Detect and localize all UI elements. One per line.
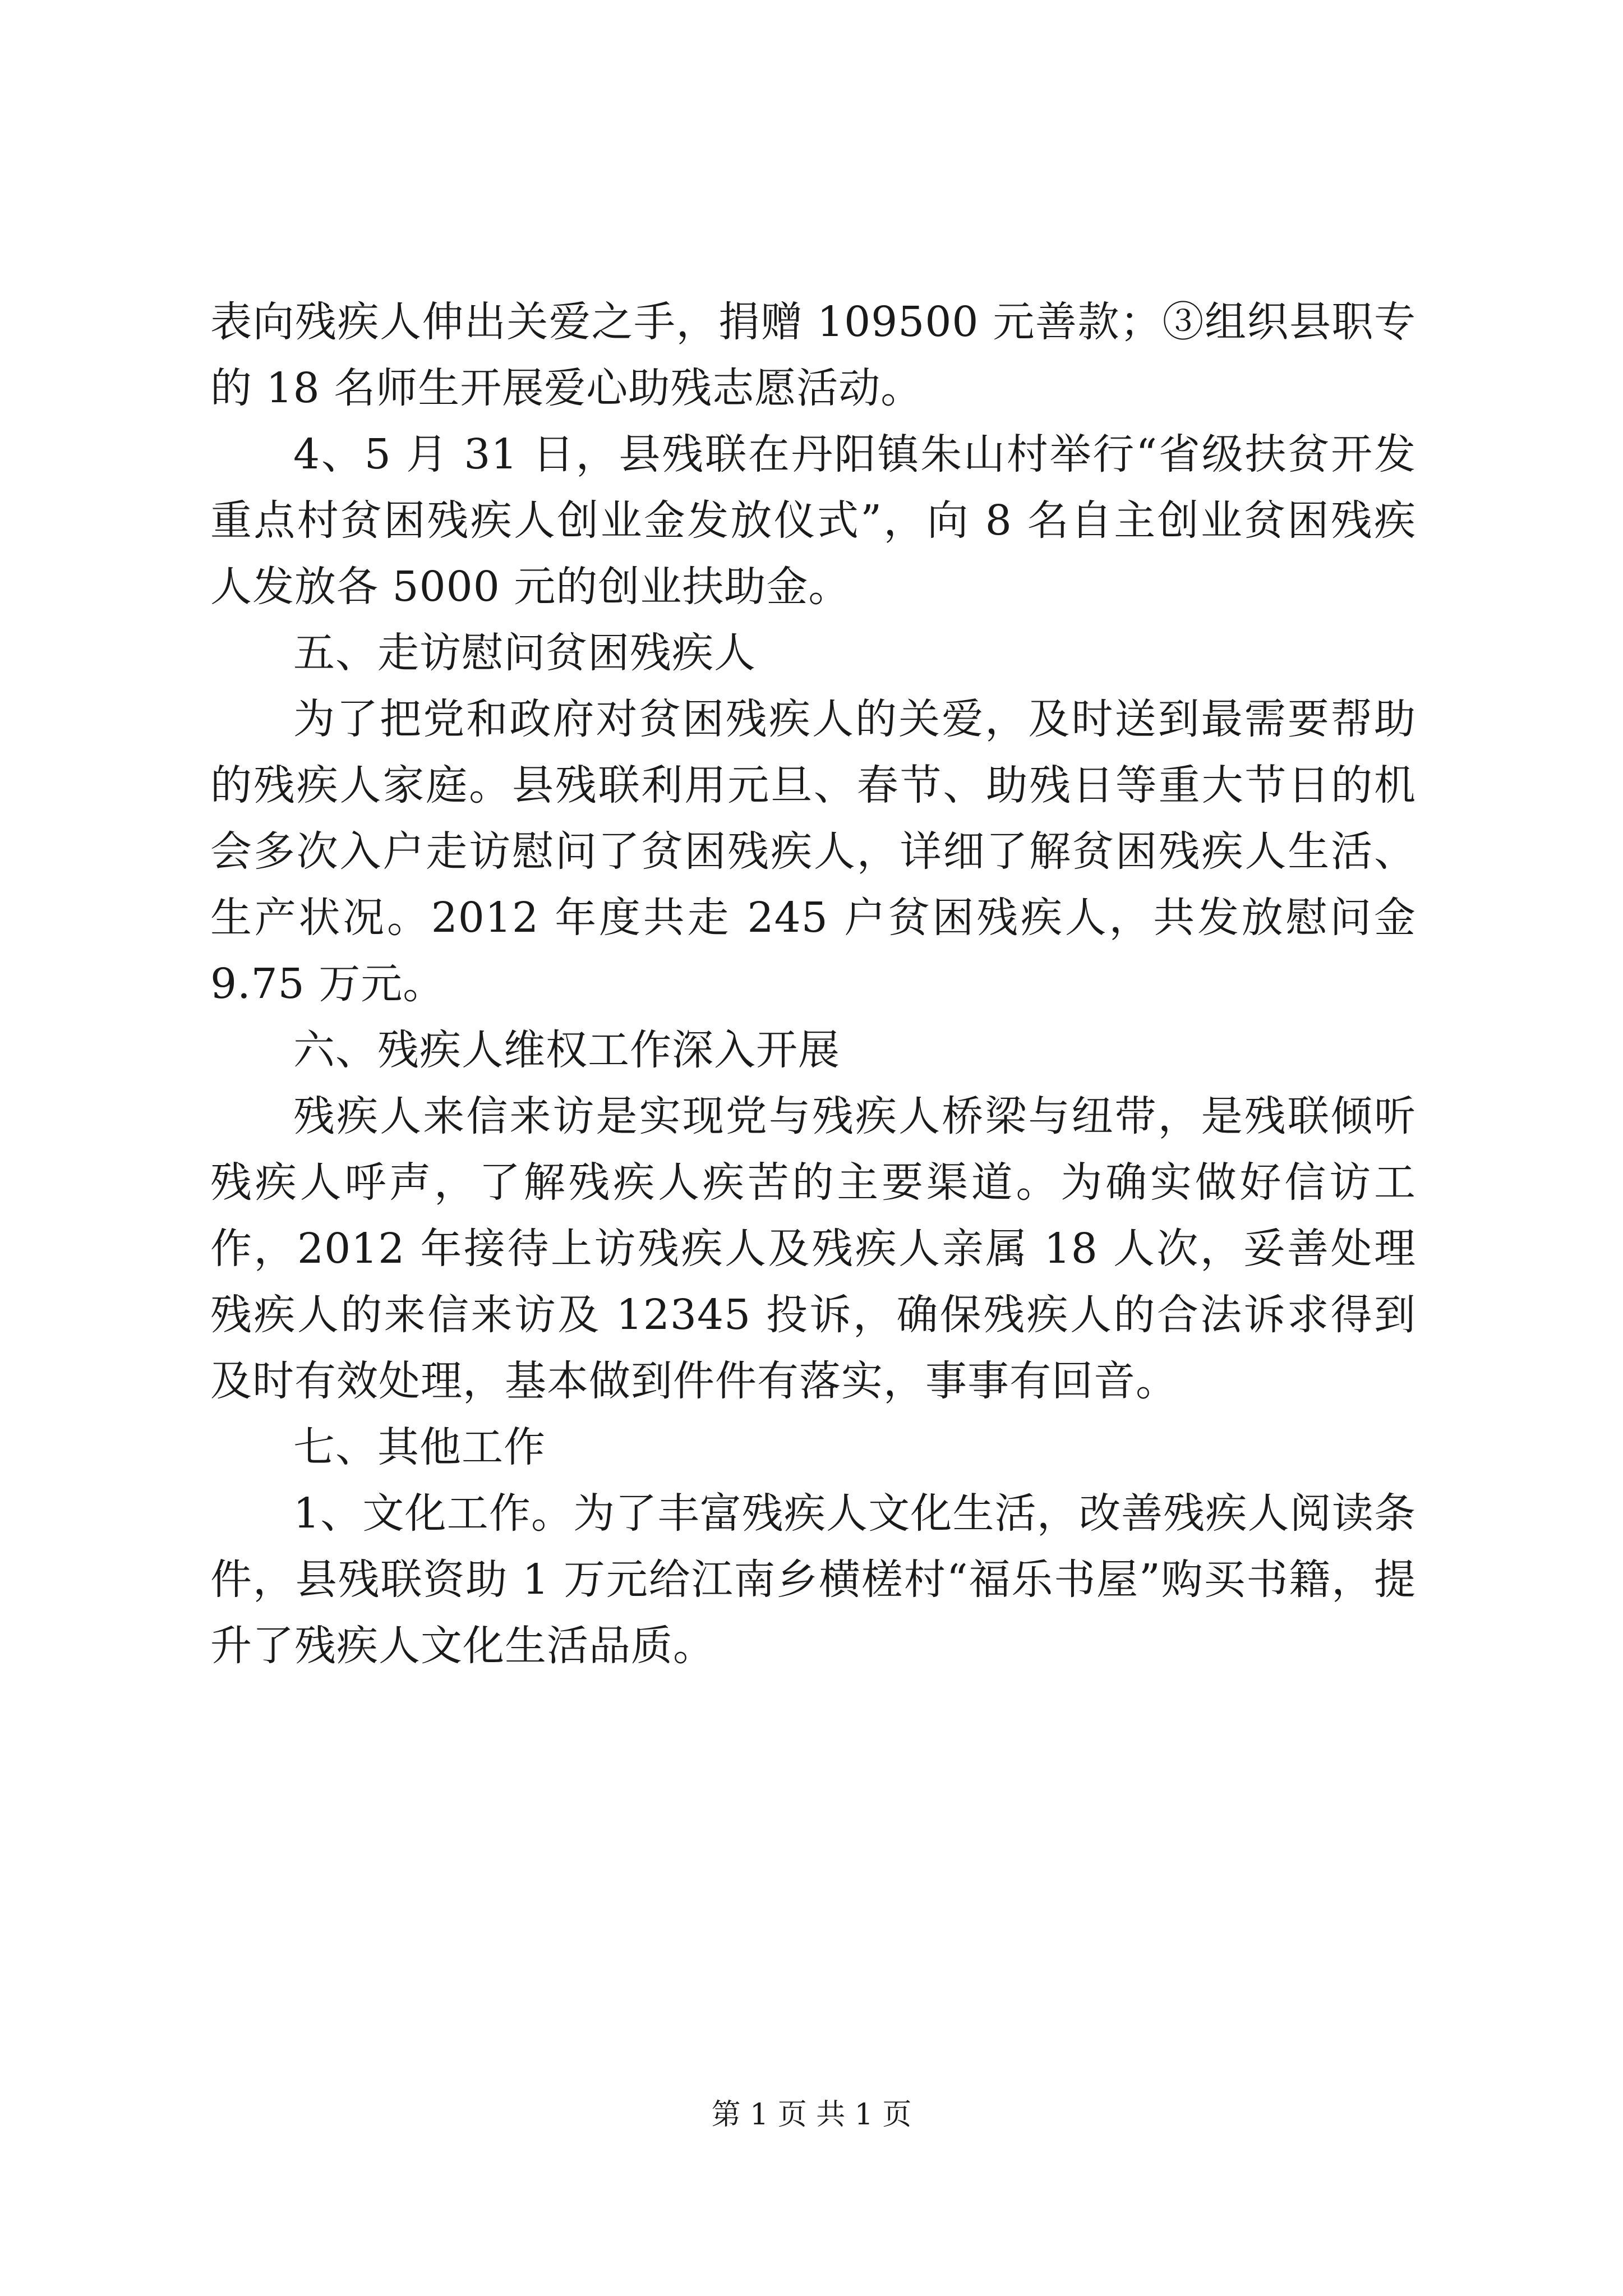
paragraph: 1、文化工作。为了丰富残疾人文化生活，改善残疾人阅读条件，县残联资助 1 万元给江南乡横槎村“福乐书屋”购买书籍，提升了残疾人文化生活品质。 (210, 1489, 1416, 1670)
paragraph: 残疾人来信来访是实现党与残疾人桥梁与纽带，是残联倾听残疾人呼声，了解残疾人疾苦的主要渠道。为确实做好信访工作，2012 年接待上访残疾人及残疾人亲属 18 人次，妥善处理残疾人的来信来访及 12345 投诉，确保残疾人的合法诉求得到及时有效处理，基本做到件件有落实，事事有回音。 (210, 1092, 1416, 1405)
paragraph: 4、5 月 31 日，县残联在丹阳镇朱山村举行“省级扶贫开发重点村贫困残疾人创业金发放仪式”，向 8 名自主创业贫困残疾人发放各 5000 元的创业扶助金。 (210, 430, 1416, 611)
section-heading: 七、其他工作 (293, 1423, 546, 1471)
section-heading: 六、残疾人维权工作深入开展 (293, 1026, 840, 1074)
document-body (210, 289, 1416, 1679)
page-footer: 第 1 页 共 1 页 (711, 2098, 912, 2132)
paragraph: 为了把党和政府对贫困残疾人的关爱，及时送到最需要帮助的残疾人家庭。县残联利用元旦、春节、助残日等重大节日的机会多次入户走访慰问了贫困残疾人，详细了解贫困残疾人生活、生产状况。2012 年度共走 245 户贫困残疾人，共发放慰问金 9.75 万元。 (210, 695, 1416, 1008)
paragraph: 表向残疾人伸出关爱之手，捐赠 109500 元善款；③组织县职专的 18 名师生开展爱心助残志愿活动。 (210, 298, 1416, 412)
section-heading: 五、走访慰问贫困残疾人 (293, 629, 756, 677)
